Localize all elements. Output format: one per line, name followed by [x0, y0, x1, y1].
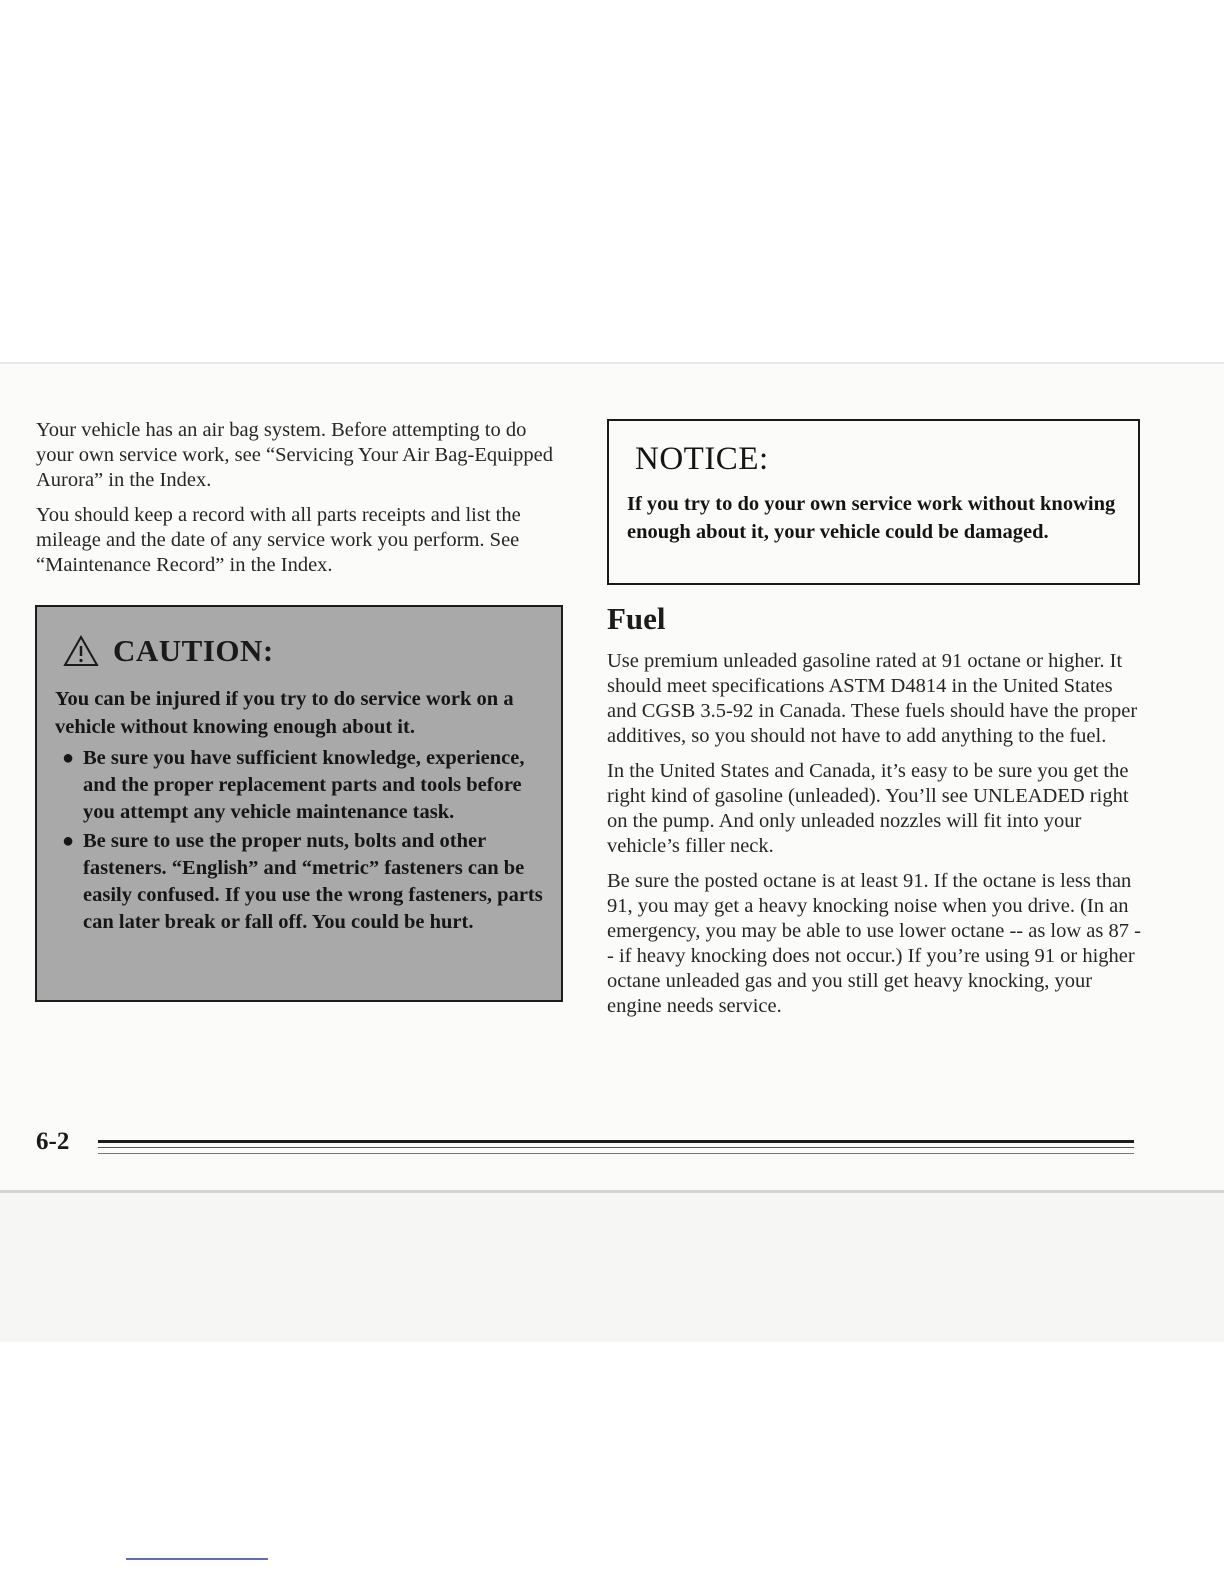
fuel-paragraph: Use premium unleaded gasoline rated at 91 octane or higher. It should meet specifications ASTM D4814 in the United States and CGSB 3.5-92 in Canada. These fuels should have the proper additives, so you should not have to add anything to the fuel.	[607, 650, 1138, 747]
caution-bullet	[53, 745, 543, 826]
caution-heading-row	[63, 633, 543, 669]
caution-intro: You can be injured if you try to do service work on a vehicle without knowing enough about it.	[55, 688, 514, 738]
fuel-heading: Fuel	[607, 601, 666, 636]
bullet-dot-icon: ●	[61, 747, 75, 769]
footer-rule	[98, 1147, 1134, 1148]
footer-rule	[98, 1153, 1134, 1154]
caution-box	[35, 605, 563, 1002]
left-column-intro	[36, 418, 568, 588]
footer-rule	[98, 1140, 1134, 1143]
warning-triangle-icon	[63, 635, 99, 667]
caution-bullet	[53, 828, 543, 936]
top-margin	[0, 0, 1224, 362]
caution-bullet-text: Be sure you have sufficient knowledge, experience, and the proper replacement parts and tools before you attempt any vehicle maintenance task.	[83, 747, 525, 823]
fuel-paragraph: In the United States and Canada, it’s easy to be sure you get the right kind of gasoline (unleaded). You’ll see UNLEADED right on the pump. And only unleaded nozzles will fit into your vehicle’s filler neck.	[607, 760, 1129, 857]
page-top-edge	[0, 362, 1224, 364]
fuel-paragraph: Be sure the posted octane is at least 91. If the octane is less than 91, you may get a heavy knocking noise when you drive. (In an emergency, you may be able to use lower octane -- as low as 87 -- if heavy knocking does not occur.) If you’re using 91 or higher octane unleaded gas and you still get heavy knocking, your engine needs service.	[607, 870, 1141, 1017]
air-bag-paragraph: Your vehicle has an air bag system. Before attempting to do your own service work, see “Servicing Your Air Bag-Equipped Aurora” in the Index.	[36, 419, 553, 491]
bottom-underline-mark	[126, 1558, 268, 1560]
notice-heading: NOTICE:	[635, 441, 769, 477]
notice-text: If you try to do your own service work without knowing enough about it, your vehicle could be damaged.	[627, 493, 1116, 543]
caution-heading: CAUTION:	[113, 633, 274, 668]
page-number: 6-2	[36, 1128, 70, 1155]
record-keeping-paragraph: You should keep a record with all parts receipts and list the mileage and the date of any service work you perform. See “Maintenance Record” in the Index.	[36, 504, 521, 576]
bottom-margin	[0, 1192, 1224, 1342]
bullet-dot-icon: ●	[61, 830, 75, 852]
fuel-section	[607, 649, 1141, 1029]
caution-bullet-text: Be sure to use the proper nuts, bolts and other fasteners. “English” and “metric” fasteners can be easily confused. If you use the wrong fasteners, parts can later break or fall off. You could be hurt.	[83, 830, 543, 933]
page-bottom-edge	[0, 1190, 1224, 1193]
page-tail	[0, 1342, 1224, 1584]
notice-box	[607, 419, 1140, 585]
